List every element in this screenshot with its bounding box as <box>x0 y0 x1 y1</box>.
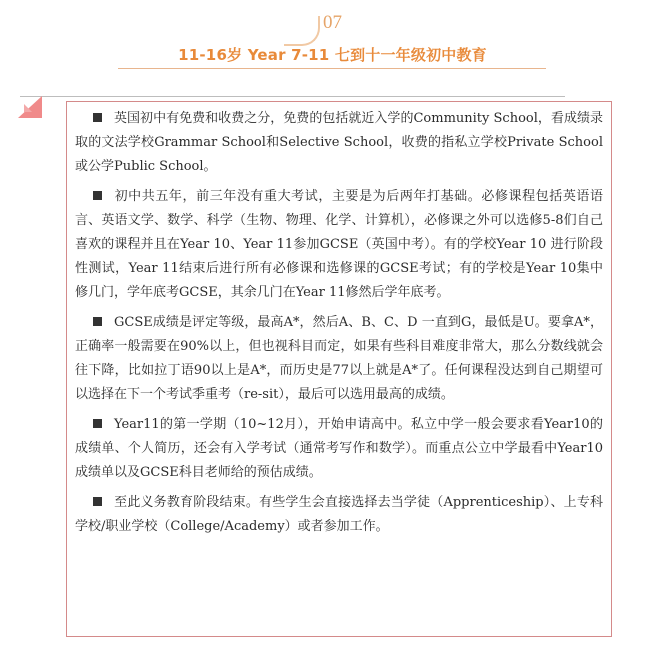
paragraph-4: Year11的第一学期（10~12月），开始申请高中。私立中学一般会要求看Year10的成绩单、个人简历，还会有入学考试（通常考写作和数学）。而重点公立中学最看中Year10成绩单以及GCSE科目老师给的预估成绩。 <box>75 417 603 480</box>
title-underline <box>118 68 546 69</box>
section-title: 11-16岁 Year 7-11 七到十一年级初中教育 <box>178 46 487 64</box>
content-box <box>66 101 612 637</box>
bullet-square-icon <box>93 317 102 326</box>
section-number: 07 <box>0 12 665 34</box>
paragraph-2: 初中共五年，前三年没有重大考试，主要是为后两年打基础。必修课程包括英语语言、英语文学、数学、科学（生物、物理、化学、计算机），必修课之外可以选修5-8们自己喜欢的课程并且在Year 10、Year 11参加GCSE（英国中考）。有的学校Year 10 进行阶段性测试，Year 11结束后进行所有必修课和选修课的GCSE考试；有的学校是Year 10集中修几门，学年底考GCSE，其余几门在Year 11修然后学年底考。 <box>75 189 603 300</box>
bullet-square-icon <box>93 419 102 428</box>
bullet-square-icon <box>93 191 102 200</box>
paragraph-1: 英国初中有免费和收费之分，免费的包括就近入学的Community School，看成绩录取的文法学校Grammar School和Selective School，收费的指私立学校Private School或公学Public School。 <box>75 111 603 174</box>
paragraph-5: 至此义务教育阶段结束。有些学生会直接选择去当学徒（Apprenticeship）、上专科学校/职业学校（College/Academy）或者参加工作。 <box>75 495 603 534</box>
bullet-square-icon <box>93 113 102 122</box>
paragraph-3: GCSE成绩是评定等级，最高A*，然后A、B、C、D 一直到G，最低是U。要拿A*，正确率一般需要在90%以上，但也视科目而定，如果有些科目难度非常大，那么分数线就会往下降，比如拉丁语90以上是A*，而历史是77以上就是A*了。任何课程没达到自己期望可以选择在下一个考试季重考（re-sit），最后可以选用最高的成绩。 <box>75 315 603 402</box>
swirl-decoration <box>284 16 320 46</box>
bullet-square-icon <box>93 497 102 506</box>
corner-triangle-small-decoration <box>24 104 32 112</box>
top-rule <box>20 96 565 97</box>
